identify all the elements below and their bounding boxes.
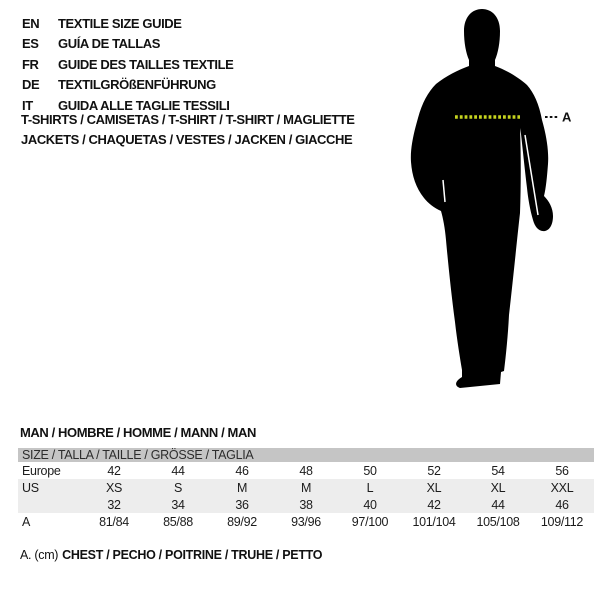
language-code: IT bbox=[22, 97, 33, 113]
language-label: GUÍA DE TALLAS bbox=[58, 36, 161, 52]
row-label: A bbox=[22, 514, 31, 529]
table-cell: 54 bbox=[491, 463, 505, 478]
man-silhouette-figure bbox=[411, 9, 553, 388]
language-row-fr bbox=[22, 54, 233, 75]
man-silhouette bbox=[400, 0, 600, 400]
table-cell: M bbox=[300, 480, 312, 495]
table-row-chest-a bbox=[18, 513, 594, 530]
table-cell: 34 bbox=[171, 497, 185, 512]
section-title-man: MAN / HOMBRE / HOMME / MANN / MAN bbox=[20, 425, 256, 440]
table-cell: XXL bbox=[550, 480, 574, 495]
table-cell: 81/84 bbox=[99, 514, 129, 529]
language-label: GUIDE DES TAILLES TEXTILE bbox=[58, 56, 234, 72]
garment-line-tshirts: T-SHIRTS / CAMISETAS / T-SHIRT / T-SHIRT / MAGLIETTE bbox=[21, 111, 355, 127]
table-cell: 85/88 bbox=[163, 514, 193, 529]
table-cell: 105/108 bbox=[476, 514, 520, 529]
measurement-footnote bbox=[20, 548, 322, 562]
table-cell: 38 bbox=[299, 497, 313, 512]
language-row-es bbox=[22, 34, 233, 55]
language-code: FR bbox=[22, 56, 39, 72]
language-row-en bbox=[22, 13, 233, 34]
table-cell: 48 bbox=[299, 463, 313, 478]
table-cell: 93/96 bbox=[291, 514, 321, 529]
table-cell: 56 bbox=[555, 463, 569, 478]
table-row-alt-size bbox=[18, 496, 594, 513]
table-cell: 52 bbox=[427, 463, 441, 478]
table-cell: 44 bbox=[171, 463, 185, 478]
table-cell: 32 bbox=[107, 497, 121, 512]
measure-label-a: A bbox=[562, 109, 572, 125]
table-cell: 89/92 bbox=[227, 514, 257, 529]
table-row-us bbox=[18, 479, 594, 496]
table-cell: 97/100 bbox=[351, 514, 389, 529]
language-label: TEXTILGRÖßENFÜHRUNG bbox=[58, 77, 216, 93]
size-table bbox=[18, 448, 594, 530]
table-cell: XL bbox=[490, 480, 506, 495]
table-cell: 44 bbox=[491, 497, 505, 512]
footnote-text: CHEST / PECHO / POITRINE / TRUHE / PETTO bbox=[62, 548, 323, 562]
table-cell: 40 bbox=[363, 497, 377, 512]
table-cell: XS bbox=[105, 480, 123, 495]
size-table-header: SIZE / TALLA / TAILLE / GRÖSSE / TAGLIA bbox=[18, 448, 594, 462]
language-list bbox=[22, 13, 233, 116]
table-cell: 46 bbox=[555, 497, 569, 512]
garment-line-jackets: JACKETS / CHAQUETAS / VESTES / JACKEN / GIACCHE bbox=[21, 132, 353, 148]
table-cell: M bbox=[236, 480, 248, 495]
table-cell: 42 bbox=[107, 463, 121, 478]
table-cell: 36 bbox=[235, 497, 249, 512]
language-code: EN bbox=[22, 15, 40, 31]
table-cell: 109/112 bbox=[540, 514, 584, 529]
table-cell: 42 bbox=[427, 497, 441, 512]
table-row-europe bbox=[18, 462, 594, 479]
language-code: DE bbox=[22, 77, 40, 93]
row-label: Europe bbox=[22, 463, 61, 478]
row-label: US bbox=[22, 480, 39, 495]
language-code: ES bbox=[22, 36, 39, 52]
language-label: TEXTILE SIZE GUIDE bbox=[58, 15, 182, 31]
garment-category-lines bbox=[21, 109, 355, 150]
language-row-de bbox=[22, 75, 233, 96]
table-cell: 50 bbox=[363, 463, 377, 478]
table-cell: L bbox=[366, 480, 374, 495]
footnote-prefix: A. (cm) bbox=[20, 548, 59, 562]
table-cell: XL bbox=[426, 480, 442, 495]
table-cell: S bbox=[173, 480, 183, 495]
language-label: GUIDA ALLE TAGLIE TESSILI bbox=[58, 97, 230, 113]
table-cell: 46 bbox=[235, 463, 249, 478]
table-cell: 101/104 bbox=[412, 514, 456, 529]
